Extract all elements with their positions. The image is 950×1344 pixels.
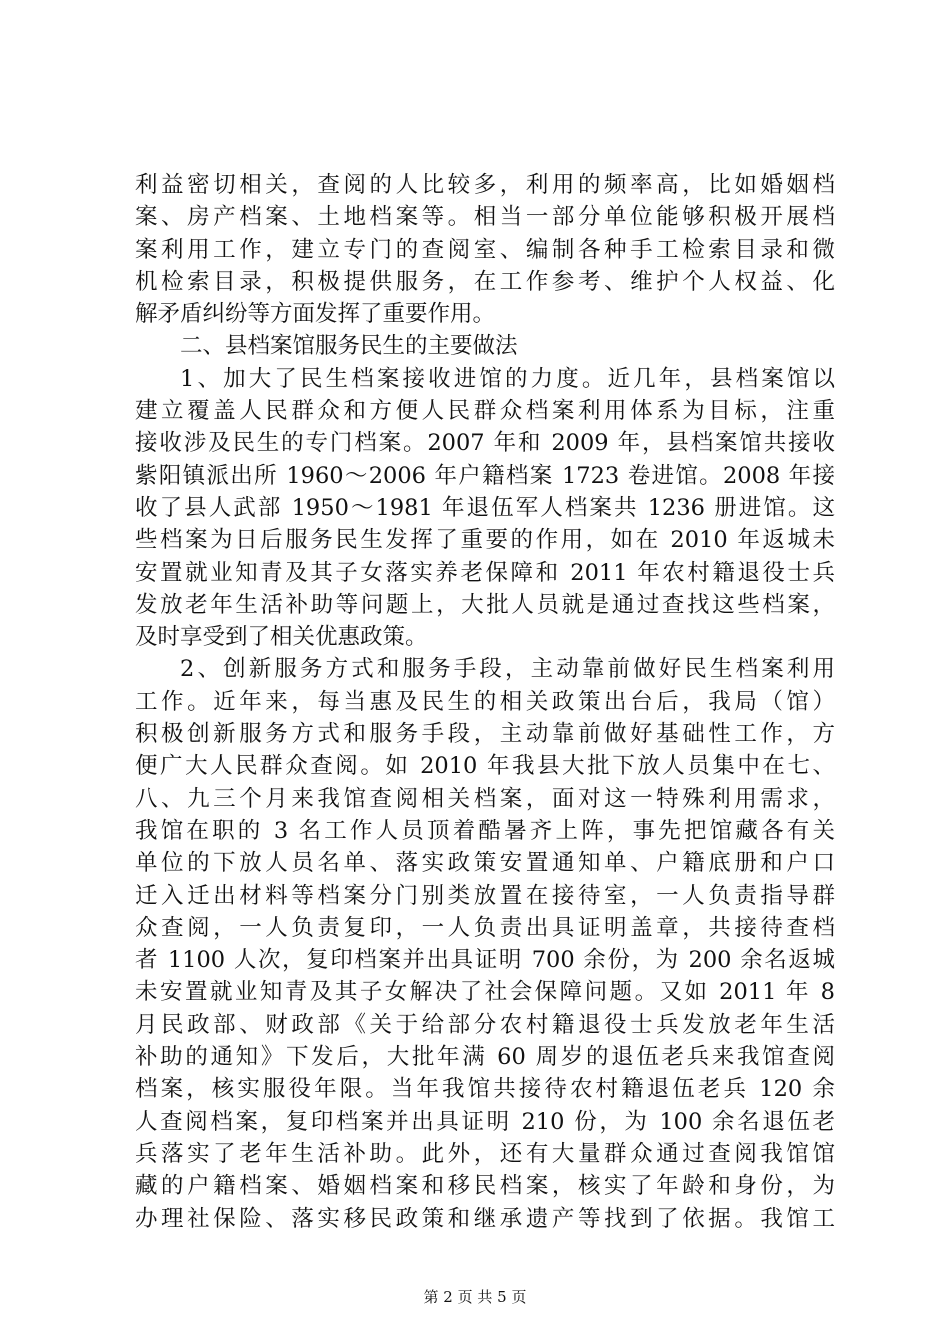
text-line: 1、加大了民生档案接收进馆的力度。近几年，县档案馆以 <box>180 365 835 392</box>
text-line: 利益密切相关，查阅的人比较多，利用的频率高，比如婚姻档 <box>135 172 835 198</box>
text-line: 办理社保险、落实移民政策和继承遗产等找到了依据。我馆工 <box>135 1205 835 1232</box>
text-line: 案利用工作，建立专门的查阅室、编制各种手工检索目录和微 <box>135 236 835 263</box>
text-line: 收了县人武部 1950～1981 年退伍军人档案共 1236 册进馆。这 <box>135 494 835 521</box>
text-line: 机检索目录，积极提供服务，在工作参考、维护个人权益、化 <box>135 268 835 295</box>
text-line: 积极创新服务方式和服务手段，主动靠前做好基础性工作，方 <box>135 721 835 748</box>
text-line: 工作。近年来，每当惠及民生的相关政策出台后，我局（馆） <box>135 688 835 715</box>
text-line: 八、九三个月来我馆查阅相关档案，面对这一特殊利用需求， <box>135 785 835 812</box>
text-line: 档案，核实服役年限。当年我馆共接待农村籍退伍老兵 120 余 <box>135 1076 835 1103</box>
text-line: 月民政部、财政部《关于给部分农村籍退役士兵发放老年生活 <box>135 1011 835 1038</box>
text-line: 接收涉及民生的专门档案。2007 年和 2009 年，县档案馆共接收 <box>135 430 835 457</box>
document-body <box>135 169 835 1235</box>
text-line: 众查阅，一人负责复印，一人负责出具证明盖章，共接待查档 <box>135 914 835 941</box>
text-line: 补助的通知》下发后，大批年满 60 周岁的退伍老兵来我馆查阅 <box>135 1044 835 1071</box>
text-line: 建立覆盖人民群众和方便人民群众档案利用体系为目标，注重 <box>135 398 835 425</box>
text-line: 人查阅档案，复印档案并出具证明 210 份，为 100 余名退伍老 <box>135 1108 835 1135</box>
section-heading: 二、县档案馆服务民生的主要做法 <box>180 333 518 360</box>
text-line: 我馆在职的 3 名工作人员顶着酷暑齐上阵，事先把馆藏各有关 <box>135 817 835 844</box>
text-line: 者 1100 人次，复印档案并出具证明 700 余份，为 200 余名返城 <box>135 947 835 974</box>
text-line: 及时享受到了相关优惠政策。 <box>135 624 428 651</box>
text-line: 安置就业知青及其子女落实养老保障和 2011 年农村籍退役士兵 <box>135 559 835 586</box>
text-line: 发放老年生活补助等问题上，大批人员就是通过查找这些档案， <box>135 591 835 618</box>
text-line: 案、房产档案、土地档案等。相当一部分单位能够积极开展档 <box>135 204 835 231</box>
page-number-footer: 第 2 页 共 5 页 <box>423 1288 527 1306</box>
text-line: 2、创新服务方式和服务手段，主动靠前做好民生档案利用 <box>180 656 835 683</box>
text-line: 紫阳镇派出所 1960～2006 年户籍档案 1723 卷进馆。2008 年接 <box>135 462 835 489</box>
text-line: 便广大人民群众查阅。如 2010 年我县大批下放人员集中在七、 <box>135 753 835 780</box>
text-line: 些档案为日后服务民生发挥了重要的作用，如在 2010 年返城未 <box>135 527 835 554</box>
text-line: 藏的户籍档案、婚姻档案和移民档案，核实了年龄和身份，为 <box>135 1173 835 1200</box>
text-line: 迁入迁出材料等档案分门别类放置在接待室，一人负责指导群 <box>135 882 835 909</box>
text-line: 兵落实了老年生活补助。此外，还有大量群众通过查阅我馆馆 <box>135 1140 835 1167</box>
text-line: 单位的下放人员名单、落实政策安置通知单、户籍底册和户口 <box>135 850 835 877</box>
text-line: 解矛盾纠纷等方面发挥了重要作用。 <box>135 301 496 328</box>
text-line: 未安置就业知青及其子女解决了社会保障问题。又如 2011 年 8 <box>135 979 835 1006</box>
